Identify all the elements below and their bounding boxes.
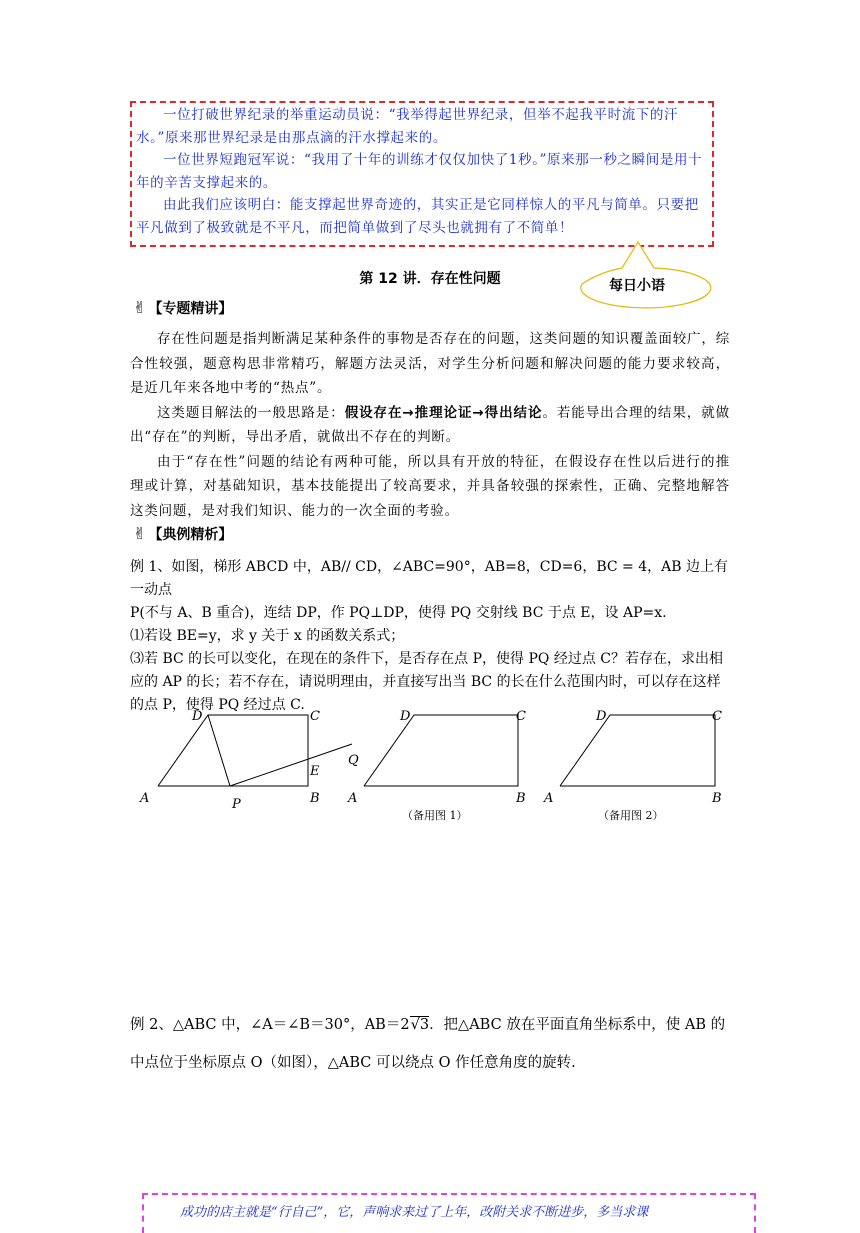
quote-paragraph-2: 一位世界短跑冠军说：“我用了十年的训练才仅仅加快了1秒。”原来那一秒之瞬间是用十年的辛苦支撑起来的。 bbox=[136, 152, 703, 191]
example2-line1-pre: 例 2、△ABC 中，∠A＝∠B＝30°，AB＝2 bbox=[130, 1017, 410, 1033]
example1-question2: ⑶若 BC 的长可以变化，在现在的条件下，是否存在点 P，使得 PQ 经过点 C？若存在，求出相应的 AP 的长；若不存在，请说明理由，并直接写出当 BC 的长在什么范围内时，可以存在这样的点 P，使得 PQ 经过点 C. bbox=[130, 651, 723, 713]
section-heading-1 bbox=[133, 298, 232, 318]
segment-dp bbox=[208, 715, 230, 786]
example1-question1: ⑴若设 BE=y，求 y 关于 x 的函数关系式； bbox=[130, 628, 405, 644]
example1-line2: P(不与 A、B 重合)，连结 DP，作 PQ⊥DP，使得 PQ 交射线 BC 于点 E，设 AP=x. bbox=[130, 605, 667, 621]
geometry-figures bbox=[130, 700, 740, 830]
label-q: Q bbox=[348, 753, 359, 768]
caption-spare-2: （备用图 2） bbox=[598, 809, 664, 822]
intro-p2-pre: 这类题目解法的一般思路是： bbox=[157, 404, 345, 421]
intro-paragraph-3: 由于“存在性”问题的结论有两种可能，所以具有开放的特征，在假设存在性以后进行的推理或计算，对基础知识，基本技能提出了较高要求，并具备较强的探索性，正确、完整地解答这类问题，是对我们知识、能力的一次全面的考验。 bbox=[130, 453, 730, 519]
label-e: E bbox=[310, 764, 320, 779]
section-label: 【专题精讲】 bbox=[148, 301, 233, 317]
label-d: D bbox=[400, 709, 411, 724]
example-1 bbox=[130, 556, 730, 717]
trapezoid-main bbox=[158, 715, 308, 786]
label-c: C bbox=[712, 709, 722, 724]
example2-line2: 中点位于坐标原点 O（如图），△ABC 可以绕点 O 作任意角度的旋转. bbox=[130, 1055, 576, 1071]
intro-paragraph-1: 存在性问题是指判断满足某种条件的事物是否存在的问题，这类问题的知识覆盖面较广，综合性较强，题意构思非常精巧，解题方法灵活，对学生分析问题和解决问题的能力要求较高，是近几年来各地中考的“热点”。 bbox=[130, 331, 730, 396]
example1-line1: 例 1、如图，梯形 ABCD 中，AB// CD，∠ABC=90°，AB=8，CD=6，BC = 4，AB 边上有一动点 bbox=[130, 559, 728, 598]
label-a: A bbox=[348, 791, 358, 806]
example-2 bbox=[130, 1006, 730, 1082]
daily-quote bbox=[130, 104, 714, 239]
caption-spare-1: （备用图 1） bbox=[402, 809, 468, 822]
trapezoid-spare-1 bbox=[364, 715, 518, 786]
bubble-label: 每日小语 bbox=[609, 278, 665, 294]
intro-text bbox=[130, 327, 730, 523]
label-p: P bbox=[232, 797, 241, 812]
label-b: B bbox=[712, 791, 722, 806]
segment-pq bbox=[230, 744, 352, 786]
label-c: C bbox=[310, 709, 320, 724]
victory-hand-icon: ✌ bbox=[133, 524, 147, 543]
trapezoid-spare-2 bbox=[560, 715, 715, 786]
intro-p2-bold: 假设存在→推理论证→得出结论 bbox=[344, 404, 543, 421]
label-a: A bbox=[544, 791, 554, 806]
sqrt-value: 3 bbox=[419, 1017, 430, 1033]
quote-paragraph-3: 由此我们应该明白：能支撑起世界奇迹的，其实正是它同样惊人的平凡与简单。只要把平凡做到了极致就是不平凡，而把简单做到了尽头也就拥有了不简单！ bbox=[136, 197, 699, 236]
example2-line1 bbox=[130, 1006, 730, 1044]
intro-paragraph-2 bbox=[130, 401, 730, 450]
label-d: D bbox=[596, 709, 607, 724]
sqrt-radicand: √3 bbox=[410, 1017, 430, 1033]
label-a: A bbox=[140, 791, 150, 806]
lecture-title: 第 12 讲．存在性问题 bbox=[359, 271, 501, 287]
label-d: D bbox=[192, 709, 203, 724]
label-c: C bbox=[516, 709, 526, 724]
section-label: 【典例精析】 bbox=[148, 527, 233, 543]
section-heading-2 bbox=[133, 524, 232, 544]
quote-paragraph-1: 一位打破世界纪录的举重运动员说：“我举得起世界纪录，但举不起我平时流下的汗水。”原来那世界纪录是由那点滴的汗水撑起来的。 bbox=[136, 107, 679, 146]
bottom-quote-text: 成功的店主就是“行自己”，它，声响求来过了上年，改附关求不断进步，多当求课 bbox=[180, 1205, 649, 1220]
victory-hand-icon: ✌ bbox=[133, 298, 147, 317]
example2-line1-post: ．把△ABC 放在平面直角坐标系中，使 AB 的 bbox=[429, 1017, 726, 1033]
label-b: B bbox=[516, 791, 526, 806]
label-b: B bbox=[310, 791, 320, 806]
intro-p2-post: 。若能导出合理的结果，就做出“存在”的判断，导出矛盾，就做出不存在的判断。 bbox=[130, 404, 730, 445]
